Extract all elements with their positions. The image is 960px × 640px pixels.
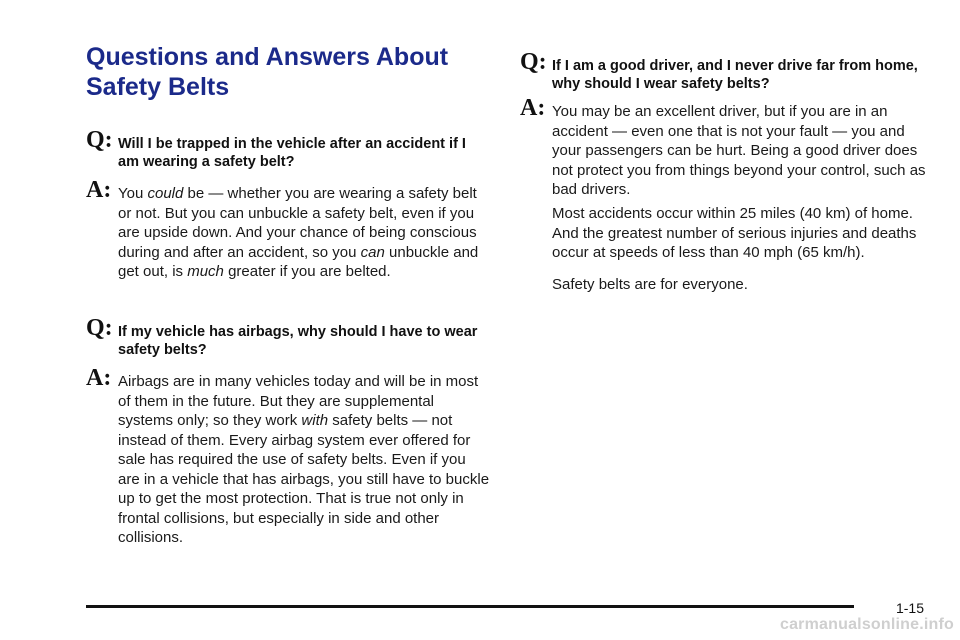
- answer-marker: A:: [520, 95, 546, 121]
- qa-block-airbags: [86, 316, 490, 359]
- page-number: 1-15: [895, 600, 924, 616]
- paragraph-belts-for-everyone: Safety belts are for everyone.: [552, 275, 748, 293]
- answer-marker: A:: [86, 177, 112, 203]
- emphasis-text: could: [147, 185, 184, 202]
- question-marker: Q:: [520, 49, 547, 75]
- answer-paragraphs: [520, 204, 930, 294]
- question-text: If I am a good driver, and I never drive far from home, why should I wear safety belts?: [552, 58, 918, 92]
- page-title: Questions and Answers About Safety Belts: [86, 43, 449, 101]
- footer-rule: [86, 605, 854, 608]
- question-marker: Q:: [86, 315, 113, 341]
- answer-marker: A:: [86, 365, 112, 391]
- answer-text: You may be an excellent driver, but if you are in an accident — even one that is not your fault — you and your passengers can be hurt. Being a good driver does not protect you from things beyond your control, such as bad drivers.: [552, 103, 926, 198]
- emphasis-text: with: [301, 412, 329, 429]
- paragraph-accidents-near-home: Most accidents occur within 25 miles (40 km) of home. And the greatest number of serious injuries and deaths occur at speeds of less than 40 mph (65 km/h).: [552, 205, 917, 261]
- qa-block-trapped: [86, 128, 490, 171]
- answer-text: You could be — whether you are wearing a safety belt or not. But you can unbuckle a safety belt, even if you are upside down. And your chance of being conscious during and after an accident, so you can unbuckle and get out, is much greater if you are belted.: [118, 185, 479, 280]
- answer-text: Airbags are in many vehicles today and will be in most of them in the future. But they are supplemental systems only; so they work with safety belts — not instead of them. Every airbag system ever offered for sale has required the use of safety belts. Even if you are in a vehicle that has airbags, you still have to buckle up to get the most protection. That is true not only in frontal collisions, but especially in side and other collisions.: [118, 373, 490, 546]
- answer-block-airbags: [86, 366, 490, 548]
- emphasis-text: much: [187, 263, 224, 280]
- question-text: Will I be trapped in the vehicle after an accident if I am wearing a safety belt?: [118, 136, 466, 170]
- answer-block-good-driver: [520, 96, 930, 200]
- emphasis-text: can: [360, 243, 385, 261]
- answer-block-trapped: [86, 178, 490, 282]
- qa-block-good-driver: [520, 50, 930, 93]
- watermark: carmanualsonline.info: [779, 616, 954, 633]
- question-marker: Q:: [86, 127, 113, 153]
- question-text: If my vehicle has airbags, why should I have to wear safety belts?: [118, 324, 478, 358]
